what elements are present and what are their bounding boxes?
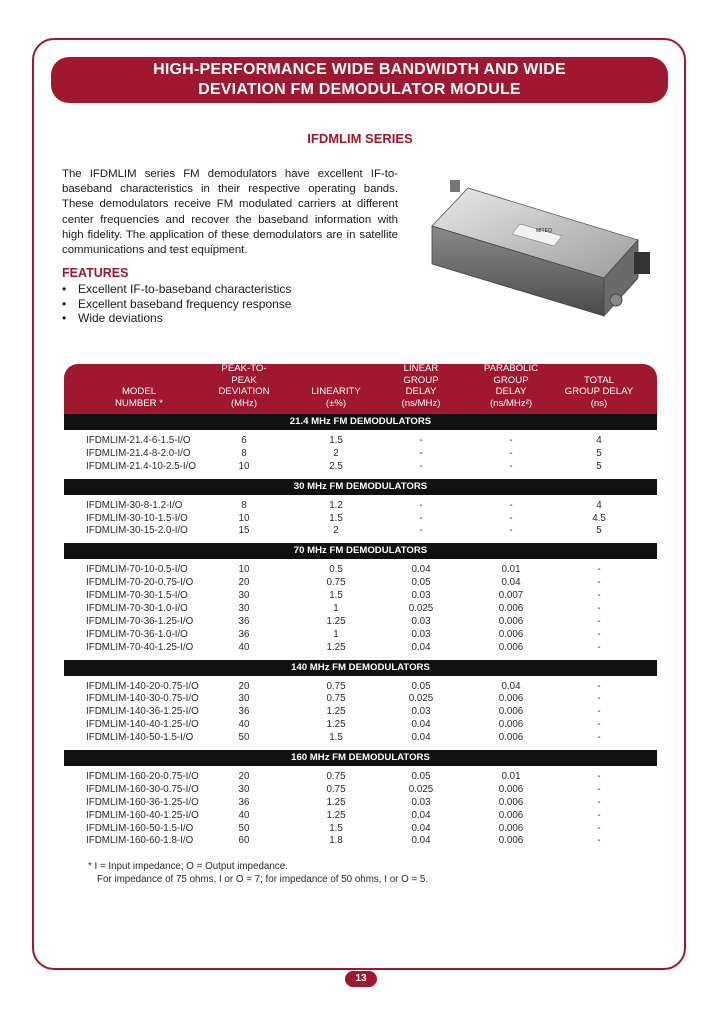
table-row xyxy=(64,693,657,706)
table-cell: 0.75 xyxy=(326,771,346,783)
features-heading: FEATURES xyxy=(62,266,129,280)
table-cell: 20 xyxy=(238,680,250,692)
page-number: 13 xyxy=(345,971,377,987)
table-cell: 0.5 xyxy=(329,564,343,576)
table-cell: 0.007 xyxy=(498,590,524,602)
table-cell: 0.04 xyxy=(411,719,431,731)
table-cell: IFDMLIM-160-30-0.75-I/O xyxy=(86,783,199,795)
table-cell: IFDMLIM-140-50-1.5-I/O xyxy=(86,732,194,744)
table-cell: 0.03 xyxy=(411,706,431,718)
table-row xyxy=(64,513,657,526)
table-row xyxy=(64,784,657,797)
table-cell: 0.04 xyxy=(501,577,521,589)
table-row xyxy=(64,525,657,538)
table-row xyxy=(64,629,657,642)
table-cell: - xyxy=(597,564,601,576)
header-linearity: LINEARITY (±%) xyxy=(311,386,361,409)
table-cell: 0.006 xyxy=(498,783,524,795)
table-cell: - xyxy=(597,603,601,615)
table-cell: - xyxy=(419,512,423,524)
table-cell: 0.025 xyxy=(408,783,434,795)
table-cell: 0.006 xyxy=(498,693,524,705)
table-cell: IFDMLIM-70-40-1.25-I/O xyxy=(86,641,194,653)
table-cell: 20 xyxy=(238,577,250,589)
table-cell: 2 xyxy=(333,525,339,537)
table-cell: 1.5 xyxy=(329,512,343,524)
table-cell: - xyxy=(509,512,513,524)
section-header: 140 MHz FM DEMODULATORS xyxy=(64,660,657,676)
table-cell: - xyxy=(419,435,423,446)
connector-icon xyxy=(450,180,460,192)
table-cell: 30 xyxy=(238,693,250,705)
table-cell: IFDMLIM-160-36-1.25-I/O xyxy=(86,796,199,808)
table-body xyxy=(64,414,657,853)
table-cell: IFDMLIM-70-30-1.0-I/O xyxy=(86,603,188,615)
table-cell: - xyxy=(419,447,423,459)
table-row xyxy=(64,448,657,461)
table-cell: - xyxy=(597,706,601,718)
series-heading: IFDMLIM SERIES xyxy=(307,131,413,146)
table-cell: 1 xyxy=(333,603,339,615)
table-cell: 0.04 xyxy=(501,680,521,692)
table-cell: - xyxy=(419,460,423,472)
table-cell: 5 xyxy=(596,447,602,459)
table-cell: 0.01 xyxy=(501,771,521,783)
footnote: For impedance of 75 ohms, I or O = 7; for impedance of 50 ohms, I or O = 5. xyxy=(97,873,429,885)
table-row xyxy=(64,590,657,603)
table-row xyxy=(64,706,657,719)
table-row xyxy=(64,719,657,732)
table-cell: 0.03 xyxy=(411,615,431,627)
table-cell: 15 xyxy=(238,525,250,537)
table-cell: IFDMLIM-70-36-1.0-I/O xyxy=(86,628,188,640)
table-cell: 2 xyxy=(333,447,339,459)
table-cell: IFDMLIM-21.4-10-2.5-I/O xyxy=(86,460,196,472)
table-cell: 50 xyxy=(238,822,250,834)
table-cell: - xyxy=(597,628,601,640)
product-photo xyxy=(428,178,668,328)
table-cell: 0.04 xyxy=(411,822,431,834)
table-cell: - xyxy=(509,499,513,511)
table-cell: IFDMLIM-160-60-1.8-I/O xyxy=(86,835,194,847)
table-cell: IFDMLIM-30-8-1.2-I/O xyxy=(86,499,183,511)
table-cell: - xyxy=(597,809,601,821)
table-cell: IFDMLIM-30-15-2.0-I/O xyxy=(86,525,188,537)
table-cell: 6 xyxy=(241,435,247,446)
table-row xyxy=(64,642,657,655)
table-cell: 0.04 xyxy=(411,564,431,576)
table-cell: 1.25 xyxy=(326,641,346,653)
table-cell: 1.25 xyxy=(326,796,346,808)
table-cell: - xyxy=(597,822,601,834)
table-cell: - xyxy=(597,732,601,744)
table-cell: - xyxy=(509,460,513,472)
table-cell: 0.04 xyxy=(411,641,431,653)
table-cell: 0.05 xyxy=(411,680,431,692)
table-cell: 0.006 xyxy=(498,706,524,718)
table-cell: 0.006 xyxy=(498,719,524,731)
table-cell: 0.05 xyxy=(411,577,431,589)
table-cell: IFDMLIM-70-20-0.75-I/O xyxy=(86,577,194,589)
table-cell: 1.5 xyxy=(329,732,343,744)
table-cell: 0.05 xyxy=(411,771,431,783)
table-cell: - xyxy=(597,590,601,602)
table-cell: 40 xyxy=(238,719,250,731)
table-cell: 0.006 xyxy=(498,809,524,821)
intro-paragraph: The IFDMLIM series FM demodulators have excellent IF-to-baseband characteristics in their respective operating bands. These demodulators receive FM modulated carriers at different center frequencies and recover the baseband information with high fidelity. The application of these demodulators are in satellite communications and test equipment. xyxy=(62,168,398,257)
table-cell: 0.006 xyxy=(498,603,524,615)
table-row xyxy=(64,577,657,590)
table-cell: 0.04 xyxy=(411,732,431,744)
table-header xyxy=(64,364,657,414)
table-row xyxy=(64,500,657,513)
table-cell: 50 xyxy=(238,732,250,744)
section-rows xyxy=(64,495,657,544)
table-cell: 40 xyxy=(238,641,250,653)
table-cell: 40 xyxy=(238,809,250,821)
table-row xyxy=(64,681,657,694)
table-cell: 2.5 xyxy=(329,460,343,472)
section-header: 30 MHz FM DEMODULATORS xyxy=(64,479,657,495)
table-row xyxy=(64,435,657,448)
table-cell: 0.006 xyxy=(498,641,524,653)
table-cell: 10 xyxy=(238,564,250,576)
table-cell: 10 xyxy=(238,460,250,472)
section-rows xyxy=(64,676,657,750)
table-cell: 0.006 xyxy=(498,628,524,640)
table-cell: 0.75 xyxy=(326,783,346,795)
table-cell: IFDMLIM-70-30-1.5-I/O xyxy=(86,590,188,602)
table-cell: 0.03 xyxy=(411,590,431,602)
feature-item: • Wide deviations xyxy=(62,311,291,326)
table-cell: 20 xyxy=(238,771,250,783)
table-cell: 1.5 xyxy=(329,435,343,446)
table-cell: IFDMLIM-30-10-1.5-I/O xyxy=(86,512,188,524)
table-cell: 0.03 xyxy=(411,796,431,808)
table-cell: 1.25 xyxy=(326,706,346,718)
table-cell: 0.75 xyxy=(326,693,346,705)
table-cell: - xyxy=(509,435,513,446)
table-cell: 5 xyxy=(596,460,602,472)
table-cell: IFDMLIM-140-36-1.25-I/O xyxy=(86,706,199,718)
table-cell: 0.006 xyxy=(498,615,524,627)
table-cell: 0.75 xyxy=(326,577,346,589)
table-cell: 8 xyxy=(241,499,247,511)
table-cell: - xyxy=(597,680,601,692)
table-cell: 30 xyxy=(238,603,250,615)
table-cell: 30 xyxy=(238,590,250,602)
features-list xyxy=(62,282,291,326)
table-row xyxy=(64,732,657,745)
table-cell: 0.04 xyxy=(411,835,431,847)
title-banner xyxy=(51,57,668,103)
table-cell: IFDMLIM-21.4-8-2.0-I/O xyxy=(86,447,191,459)
header-total-group-delay: TOTAL GROUP DELAY (ns) xyxy=(564,374,634,409)
table-cell: - xyxy=(597,835,601,847)
table-cell: 0.006 xyxy=(498,835,524,847)
table-cell: 1.2 xyxy=(329,499,343,511)
table-cell: 10 xyxy=(238,512,250,524)
footnote: * I = Input impedance; O = Output impedance. xyxy=(88,861,288,872)
table-cell: 36 xyxy=(238,796,250,808)
table-cell: 0.01 xyxy=(501,564,521,576)
table-cell: 60 xyxy=(238,835,250,847)
table-row xyxy=(64,797,657,810)
table-cell: - xyxy=(597,771,601,783)
connector-icon xyxy=(634,252,650,274)
table-cell: 1.8 xyxy=(329,835,343,847)
table-row xyxy=(64,835,657,848)
header-deviation: PEAK-TO-PEAK DEVIATION (MHz) xyxy=(218,363,270,409)
section-rows xyxy=(64,430,657,479)
table-cell: 36 xyxy=(238,628,250,640)
table-row xyxy=(64,564,657,577)
table-row xyxy=(64,771,657,784)
table-cell: IFDMLIM-140-40-1.25-I/O xyxy=(86,719,199,731)
table-cell: 1.5 xyxy=(329,590,343,602)
table-cell: - xyxy=(597,783,601,795)
table-cell: 0.025 xyxy=(408,693,434,705)
table-cell: - xyxy=(509,447,513,459)
table-cell: IFDMLIM-160-50-1.5-I/O xyxy=(86,822,194,834)
table-cell: 0.025 xyxy=(408,603,434,615)
table-row xyxy=(64,810,657,823)
table-cell: IFDMLIM-140-30-0.75-I/O xyxy=(86,693,199,705)
table-cell: 1.25 xyxy=(326,809,346,821)
table-cell: 0.04 xyxy=(411,809,431,821)
header-linear-group-delay: LINEAR GROUP DELAY (ns/MHz) xyxy=(401,363,441,409)
table-cell: IFDMLIM-70-10-0.5-I/O xyxy=(86,564,188,576)
table-cell: 4 xyxy=(596,499,602,511)
table-cell: 1.25 xyxy=(326,719,346,731)
section-header: 21.4 MHz FM DEMODULATORS xyxy=(64,414,657,430)
table-cell: - xyxy=(419,525,423,537)
section-header: 160 MHz FM DEMODULATORS xyxy=(64,750,657,766)
feature-item: • Excellent IF-to-baseband characteristics xyxy=(62,282,291,297)
spec-table xyxy=(64,364,657,853)
title-line-2: DEVIATION FM DEMODULATOR MODULE xyxy=(198,81,521,98)
section-rows xyxy=(64,559,657,659)
footnotes xyxy=(88,861,428,886)
table-cell: IFDMLIM-160-20-0.75-I/O xyxy=(86,771,199,783)
table-cell: - xyxy=(597,641,601,653)
table-cell: 4 xyxy=(596,435,602,446)
table-cell: 36 xyxy=(238,615,250,627)
table-cell: 36 xyxy=(238,706,250,718)
title-line-1: HIGH-PERFORMANCE WIDE BANDWIDTH AND WIDE xyxy=(153,61,566,78)
header-parabolic-group-delay: PARABOLIC GROUP DELAY (ns/MHz²) xyxy=(483,363,539,409)
table-cell: 8 xyxy=(241,447,247,459)
table-cell: 0.006 xyxy=(498,822,524,834)
table-cell: 1.25 xyxy=(326,615,346,627)
table-cell: IFDMLIM-160-40-1.25-I/O xyxy=(86,809,199,821)
header-model: MODEL NUMBER * xyxy=(115,386,163,409)
section-header: 70 MHz FM DEMODULATORS xyxy=(64,543,657,559)
table-cell: - xyxy=(419,499,423,511)
table-cell: IFDMLIM-70-36-1.25-I/O xyxy=(86,615,194,627)
product-label: MITEQ xyxy=(536,228,552,234)
table-cell: - xyxy=(597,796,601,808)
table-row xyxy=(64,616,657,629)
table-cell: 1.5 xyxy=(329,822,343,834)
table-cell: - xyxy=(509,525,513,537)
table-cell: 5 xyxy=(596,525,602,537)
table-cell: 1 xyxy=(333,628,339,640)
table-row xyxy=(64,603,657,616)
table-row xyxy=(64,461,657,474)
table-cell: IFDMLIM-140-20-0.75-I/O xyxy=(86,680,199,692)
table-row xyxy=(64,823,657,836)
feature-item: • Excellent baseband frequency response xyxy=(62,297,291,312)
table-cell: - xyxy=(597,577,601,589)
table-cell: 30 xyxy=(238,783,250,795)
table-cell: 0.006 xyxy=(498,796,524,808)
table-cell: - xyxy=(597,719,601,731)
table-cell: 4.5 xyxy=(592,512,606,524)
table-cell: - xyxy=(597,693,601,705)
table-cell: 0.03 xyxy=(411,628,431,640)
table-cell: IFDMLIM-21.4-6-1.5-I/O xyxy=(86,435,191,446)
table-cell: - xyxy=(597,615,601,627)
table-cell: 0.75 xyxy=(326,680,346,692)
table-cell: 0.006 xyxy=(498,732,524,744)
section-rows xyxy=(64,766,657,853)
